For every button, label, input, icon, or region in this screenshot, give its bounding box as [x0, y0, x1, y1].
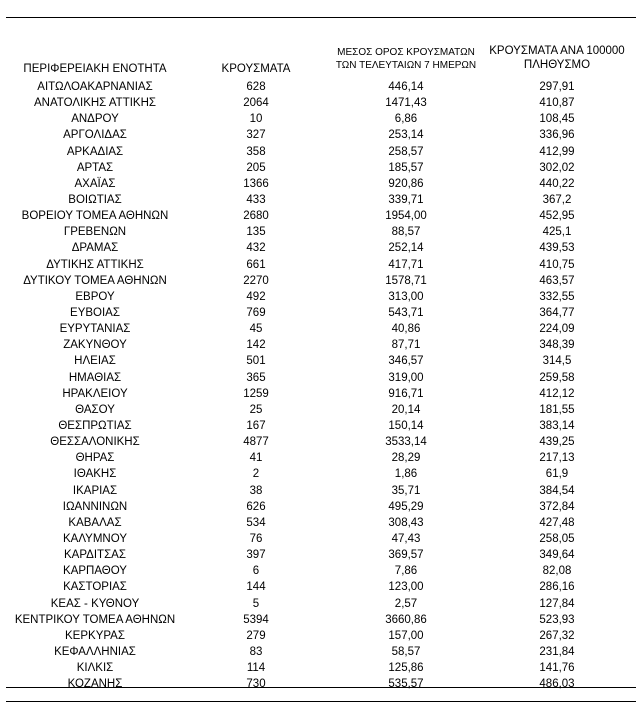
- table-row: [6, 192, 636, 208]
- cell-per-100k: 127,84: [539, 597, 575, 610]
- table-row: [6, 111, 636, 127]
- cell-avg-7-days: 446,14: [388, 81, 424, 93]
- table-row: [6, 547, 636, 563]
- table-row: [6, 127, 636, 143]
- cell-cases: 5394: [243, 613, 269, 626]
- cell-per-100k: 61,9: [545, 468, 569, 481]
- header-per100k-line2: ΠΛΗΘΥΣΜΟ: [523, 59, 591, 71]
- cell-per-100k: 267,32: [539, 629, 575, 642]
- table-row: [6, 499, 636, 515]
- header-region: ΠΕΡΙΦΕΡΕΙΑΚΗ ΕΝΟΤΗΤΑ: [23, 63, 167, 75]
- cell-cases: 10: [249, 113, 263, 126]
- cell-avg-7-days: 125,86: [388, 662, 424, 675]
- cell-region: ΑΡΓΟΛΙΔΑΣ: [63, 129, 127, 142]
- cell-per-100k: 439,53: [539, 242, 575, 255]
- table-row: [6, 79, 636, 95]
- cell-cases: 661: [246, 258, 266, 271]
- cell-cases: 2: [252, 468, 260, 481]
- cell-region: ΑΡΚΑΔΙΑΣ: [66, 145, 124, 158]
- cell-region: ΑΝΑΤΟΛΙΚΗΣ ΑΤΤΙΚΗΣ: [33, 97, 156, 110]
- cell-per-100k: 427,48: [539, 516, 575, 529]
- table-row: [6, 224, 636, 240]
- cell-per-100k: 384,54: [539, 484, 575, 497]
- cell-avg-7-days: 253,14: [388, 129, 424, 142]
- cell-avg-7-days: 7,86: [394, 565, 418, 578]
- cell-region: ΒΟΙΩΤΙΑΣ: [68, 193, 122, 206]
- cell-cases: 365: [246, 371, 266, 384]
- cell-per-100k: 410,87: [539, 97, 575, 110]
- cell-cases: 501: [246, 355, 266, 368]
- table-row: [6, 644, 636, 660]
- cell-region: ΕΒΡΟΥ: [75, 290, 115, 303]
- cell-cases: 6: [252, 565, 260, 578]
- cell-region: ΙΚΑΡΙΑΣ: [72, 484, 118, 497]
- cell-avg-7-days: 88,57: [391, 226, 421, 239]
- cell-avg-7-days: 40,86: [391, 323, 421, 336]
- cell-avg-7-days: 495,29: [388, 500, 424, 513]
- cell-per-100k: 108,45: [539, 113, 575, 126]
- cell-avg-7-days: 150,14: [388, 419, 424, 432]
- cell-per-100k: 412,12: [539, 387, 575, 400]
- cell-cases: 76: [249, 532, 263, 545]
- cell-per-100k: 439,25: [539, 436, 575, 449]
- table-row: [6, 450, 636, 466]
- header-avg-7-days: [330, 47, 482, 72]
- cell-per-100k: 224,09: [539, 323, 575, 336]
- cell-cases: 2680: [243, 210, 269, 223]
- table-row: [6, 370, 636, 386]
- cell-cases: 1366: [243, 177, 269, 190]
- cell-region: ΕΥΡΥΤΑΝΙΑΣ: [59, 323, 131, 336]
- cell-cases: 135: [246, 226, 266, 239]
- table-row: [6, 305, 636, 321]
- table-row: [6, 144, 636, 160]
- cell-region: ΘΕΣΠΡΩΤΙΑΣ: [58, 419, 132, 432]
- table-row: [6, 386, 636, 402]
- cell-cases: 432: [246, 242, 266, 255]
- cell-region: ΘΗΡΑΣ: [75, 452, 115, 465]
- cell-region: ΔΡΑΜΑΣ: [71, 242, 119, 255]
- cell-per-100k: 258,05: [539, 532, 575, 545]
- table-row: [6, 160, 636, 176]
- cell-region: ΔΥΤΙΚΟΥ ΤΟΜΕΑ ΑΘΗΝΩΝ: [23, 274, 167, 287]
- cell-avg-7-days: 2,57: [394, 597, 418, 610]
- table-body: [6, 79, 636, 692]
- cell-cases: 769: [246, 306, 266, 319]
- cell-cases: 5: [252, 597, 260, 610]
- cell-avg-7-days: 1471,43: [385, 97, 427, 110]
- cell-region: ΑΡΤΑΣ: [76, 161, 114, 174]
- cell-per-100k: 440,22: [539, 177, 575, 190]
- cell-cases: 4877: [243, 436, 269, 449]
- table-row: [6, 95, 636, 111]
- cell-per-100k: 410,75: [539, 258, 575, 271]
- cell-avg-7-days: 535,57: [388, 678, 424, 691]
- cell-region: ΘΑΣΟΥ: [75, 403, 115, 416]
- cell-per-100k: 463,57: [539, 274, 575, 287]
- table-row: [6, 466, 636, 482]
- cell-avg-7-days: 157,00: [388, 629, 424, 642]
- cell-per-100k: 181,55: [539, 403, 575, 416]
- header-avg-line1: ΜΕΣΟΣ ΟΡΟΣ ΚΡΟΥΣΜΑΤΩΝ: [337, 47, 475, 58]
- cell-region: ΓΡΕΒΕΝΩΝ: [63, 226, 127, 239]
- header-avg-line2: ΤΩΝ ΤΕΛΕΥΤΑΙΩΝ 7 ΗΜΕΡΩΝ: [335, 59, 477, 71]
- table-row: [6, 612, 636, 628]
- cell-region: ΕΥΒΟΙΑΣ: [70, 306, 120, 319]
- cell-avg-7-days: 916,71: [388, 387, 424, 400]
- cell-avg-7-days: 6,86: [394, 113, 418, 126]
- cell-region: ΗΜΑΘΙΑΣ: [68, 371, 122, 384]
- cell-per-100k: 336,96: [539, 129, 575, 142]
- cell-cases: 2064: [243, 97, 269, 110]
- cell-region: ΑΙΤΩΛΟΑΚΑΡΝΑΝΙΑΣ: [37, 81, 153, 93]
- cell-avg-7-days: 58,57: [391, 645, 421, 658]
- table-row: [6, 418, 636, 434]
- cell-cases: 327: [246, 129, 266, 142]
- cell-region: ΚΕΡΚΥΡΑΣ: [65, 629, 125, 642]
- cell-cases: 114: [246, 662, 266, 675]
- table-row: [6, 353, 636, 369]
- cell-avg-7-days: 346,57: [388, 355, 424, 368]
- cell-per-100k: 383,14: [539, 419, 575, 432]
- cell-region: ΙΘΑΚΗΣ: [73, 468, 117, 481]
- cell-cases: 25: [249, 403, 263, 416]
- table-row: [6, 515, 636, 531]
- cell-region: ΚΕΝΤΡΙΚΟΥ ΤΟΜΕΑ ΑΘΗΝΩΝ: [14, 613, 176, 626]
- cell-cases: 358: [246, 145, 266, 158]
- cell-region: ΚΑΒΑΛΑΣ: [68, 516, 122, 529]
- cell-avg-7-days: 1954,00: [385, 210, 427, 223]
- cell-region: ΚΑΡΠΑΘΟΥ: [63, 565, 127, 578]
- cell-per-100k: 486,03: [539, 678, 575, 691]
- cell-avg-7-days: 252,14: [388, 242, 424, 255]
- table-row: [6, 483, 636, 499]
- cell-per-100k: 452,95: [539, 210, 575, 223]
- cell-per-100k: 217,13: [539, 452, 575, 465]
- cell-region: ΚΙΛΚΙΣ: [76, 662, 114, 675]
- cell-region: ΒΟΡΕΙΟΥ ΤΟΜΕΑ ΑΘΗΝΩΝ: [21, 210, 169, 223]
- cell-per-100k: 364,77: [539, 306, 575, 319]
- cell-cases: 433: [246, 193, 266, 206]
- cell-avg-7-days: 28,29: [391, 452, 421, 465]
- cell-region: ΚΕΑΣ - ΚΥΘΝΟΥ: [50, 597, 140, 610]
- cell-cases: 626: [246, 500, 266, 513]
- cell-avg-7-days: 1578,71: [385, 274, 427, 287]
- cell-avg-7-days: 1,86: [394, 468, 418, 481]
- cell-per-100k: 412,99: [539, 145, 575, 158]
- table-row: [6, 563, 636, 579]
- cell-avg-7-days: 319,00: [388, 371, 424, 384]
- cell-per-100k: 302,02: [539, 161, 575, 174]
- cell-cases: 38: [249, 484, 263, 497]
- cell-region: ΚΕΦΑΛΛΗΝΙΑΣ: [54, 645, 136, 658]
- cell-per-100k: 314,5: [542, 355, 572, 368]
- cell-per-100k: 425,1: [542, 226, 572, 239]
- table-row: [6, 579, 636, 595]
- table-row: [6, 596, 636, 612]
- cell-per-100k: 286,16: [539, 581, 575, 594]
- top-rule: [6, 17, 636, 18]
- cell-avg-7-days: 543,71: [388, 306, 424, 319]
- cell-cases: 279: [246, 629, 266, 642]
- cell-avg-7-days: 339,71: [388, 193, 424, 206]
- cell-cases: 492: [246, 290, 266, 303]
- cell-cases: 205: [246, 161, 266, 174]
- cell-per-100k: 231,84: [539, 645, 575, 658]
- cell-per-100k: 372,84: [539, 500, 575, 513]
- cell-cases: 144: [246, 581, 266, 594]
- cell-per-100k: 259,58: [539, 371, 575, 384]
- cell-cases: 2270: [243, 274, 269, 287]
- cell-avg-7-days: 258,57: [388, 145, 424, 158]
- cell-region: ΗΡΑΚΛΕΙΟΥ: [62, 387, 128, 400]
- cell-region: ΑΧΑΪΑΣ: [74, 177, 116, 190]
- table-row: [6, 273, 636, 289]
- cell-avg-7-days: 313,00: [388, 290, 424, 303]
- table-row: [6, 676, 636, 692]
- table-row: [6, 240, 636, 256]
- cell-region: ΚΟΖΑΝΗΣ: [67, 678, 123, 691]
- cell-cases: 1259: [243, 387, 269, 400]
- table-row: [6, 434, 636, 450]
- cell-region: ΔΥΤΙΚΗΣ ΑΤΤΙΚΗΣ: [46, 258, 144, 271]
- cell-per-100k: 332,55: [539, 290, 575, 303]
- bottom-rule-secondary: [6, 701, 636, 702]
- table-row: [6, 628, 636, 644]
- table-row: [6, 337, 636, 353]
- cell-region: ΑΝΔΡΟΥ: [71, 113, 119, 126]
- cell-region: ΚΑΣΤΟΡΙΑΣ: [63, 581, 127, 594]
- cell-region: ΘΕΣΣΑΛΟΝΙΚΗΣ: [50, 436, 140, 449]
- cell-cases: 41: [249, 452, 263, 465]
- cell-region: ΚΑΡΔΙΤΣΑΣ: [64, 549, 126, 562]
- cell-avg-7-days: 35,71: [391, 484, 421, 497]
- cell-region: ΚΑΛΥΜΝΟΥ: [63, 532, 127, 545]
- cell-avg-7-days: 87,71: [391, 339, 421, 352]
- cell-avg-7-days: 417,71: [388, 258, 424, 271]
- cell-avg-7-days: 920,86: [388, 177, 424, 190]
- table-row: [6, 660, 636, 676]
- cell-cases: 45: [249, 323, 263, 336]
- cell-cases: 628: [246, 81, 266, 93]
- cell-per-100k: 348,39: [539, 339, 575, 352]
- table-row: [6, 176, 636, 192]
- table-row: [6, 289, 636, 305]
- table-row: [6, 257, 636, 273]
- cell-avg-7-days: 185,57: [388, 161, 424, 174]
- cell-per-100k: 367,2: [542, 193, 572, 206]
- cell-cases: 397: [246, 549, 266, 562]
- table-row: [6, 402, 636, 418]
- cell-cases: 167: [246, 419, 266, 432]
- cell-cases: 142: [246, 339, 266, 352]
- cell-per-100k: 82,08: [542, 565, 572, 578]
- bottom-rule: [6, 687, 636, 688]
- header-per-100k: [482, 44, 632, 72]
- cell-cases: 534: [246, 516, 266, 529]
- cell-avg-7-days: 47,43: [391, 532, 421, 545]
- cell-avg-7-days: 3533,14: [385, 436, 427, 449]
- cell-per-100k: 349,64: [539, 549, 575, 562]
- header-cases: ΚΡΟΥΣΜΑΤΑ: [221, 63, 291, 75]
- header-per100k-line1: ΚΡΟΥΣΜΑΤΑ ΑΝΑ 100000: [489, 45, 625, 57]
- cell-cases: 730: [246, 678, 266, 691]
- cell-per-100k: 297,91: [539, 81, 575, 93]
- cell-per-100k: 141,76: [539, 662, 575, 675]
- cell-region: ΙΩΑΝΝΙΝΩΝ: [62, 500, 128, 513]
- cell-per-100k: 523,93: [539, 613, 575, 626]
- cell-avg-7-days: 123,00: [388, 581, 424, 594]
- cell-region: ΗΛΕΙΑΣ: [74, 355, 116, 368]
- cell-avg-7-days: 369,57: [388, 549, 424, 562]
- cell-cases: 83: [249, 645, 263, 658]
- cell-avg-7-days: 20,14: [391, 403, 421, 416]
- table-row: [6, 531, 636, 547]
- table-row: [6, 321, 636, 337]
- cell-avg-7-days: 308,43: [388, 516, 424, 529]
- cell-avg-7-days: 3660,86: [385, 613, 427, 626]
- table-row: [6, 208, 636, 224]
- cell-region: ΖΑΚΥΝΘΟΥ: [63, 339, 127, 352]
